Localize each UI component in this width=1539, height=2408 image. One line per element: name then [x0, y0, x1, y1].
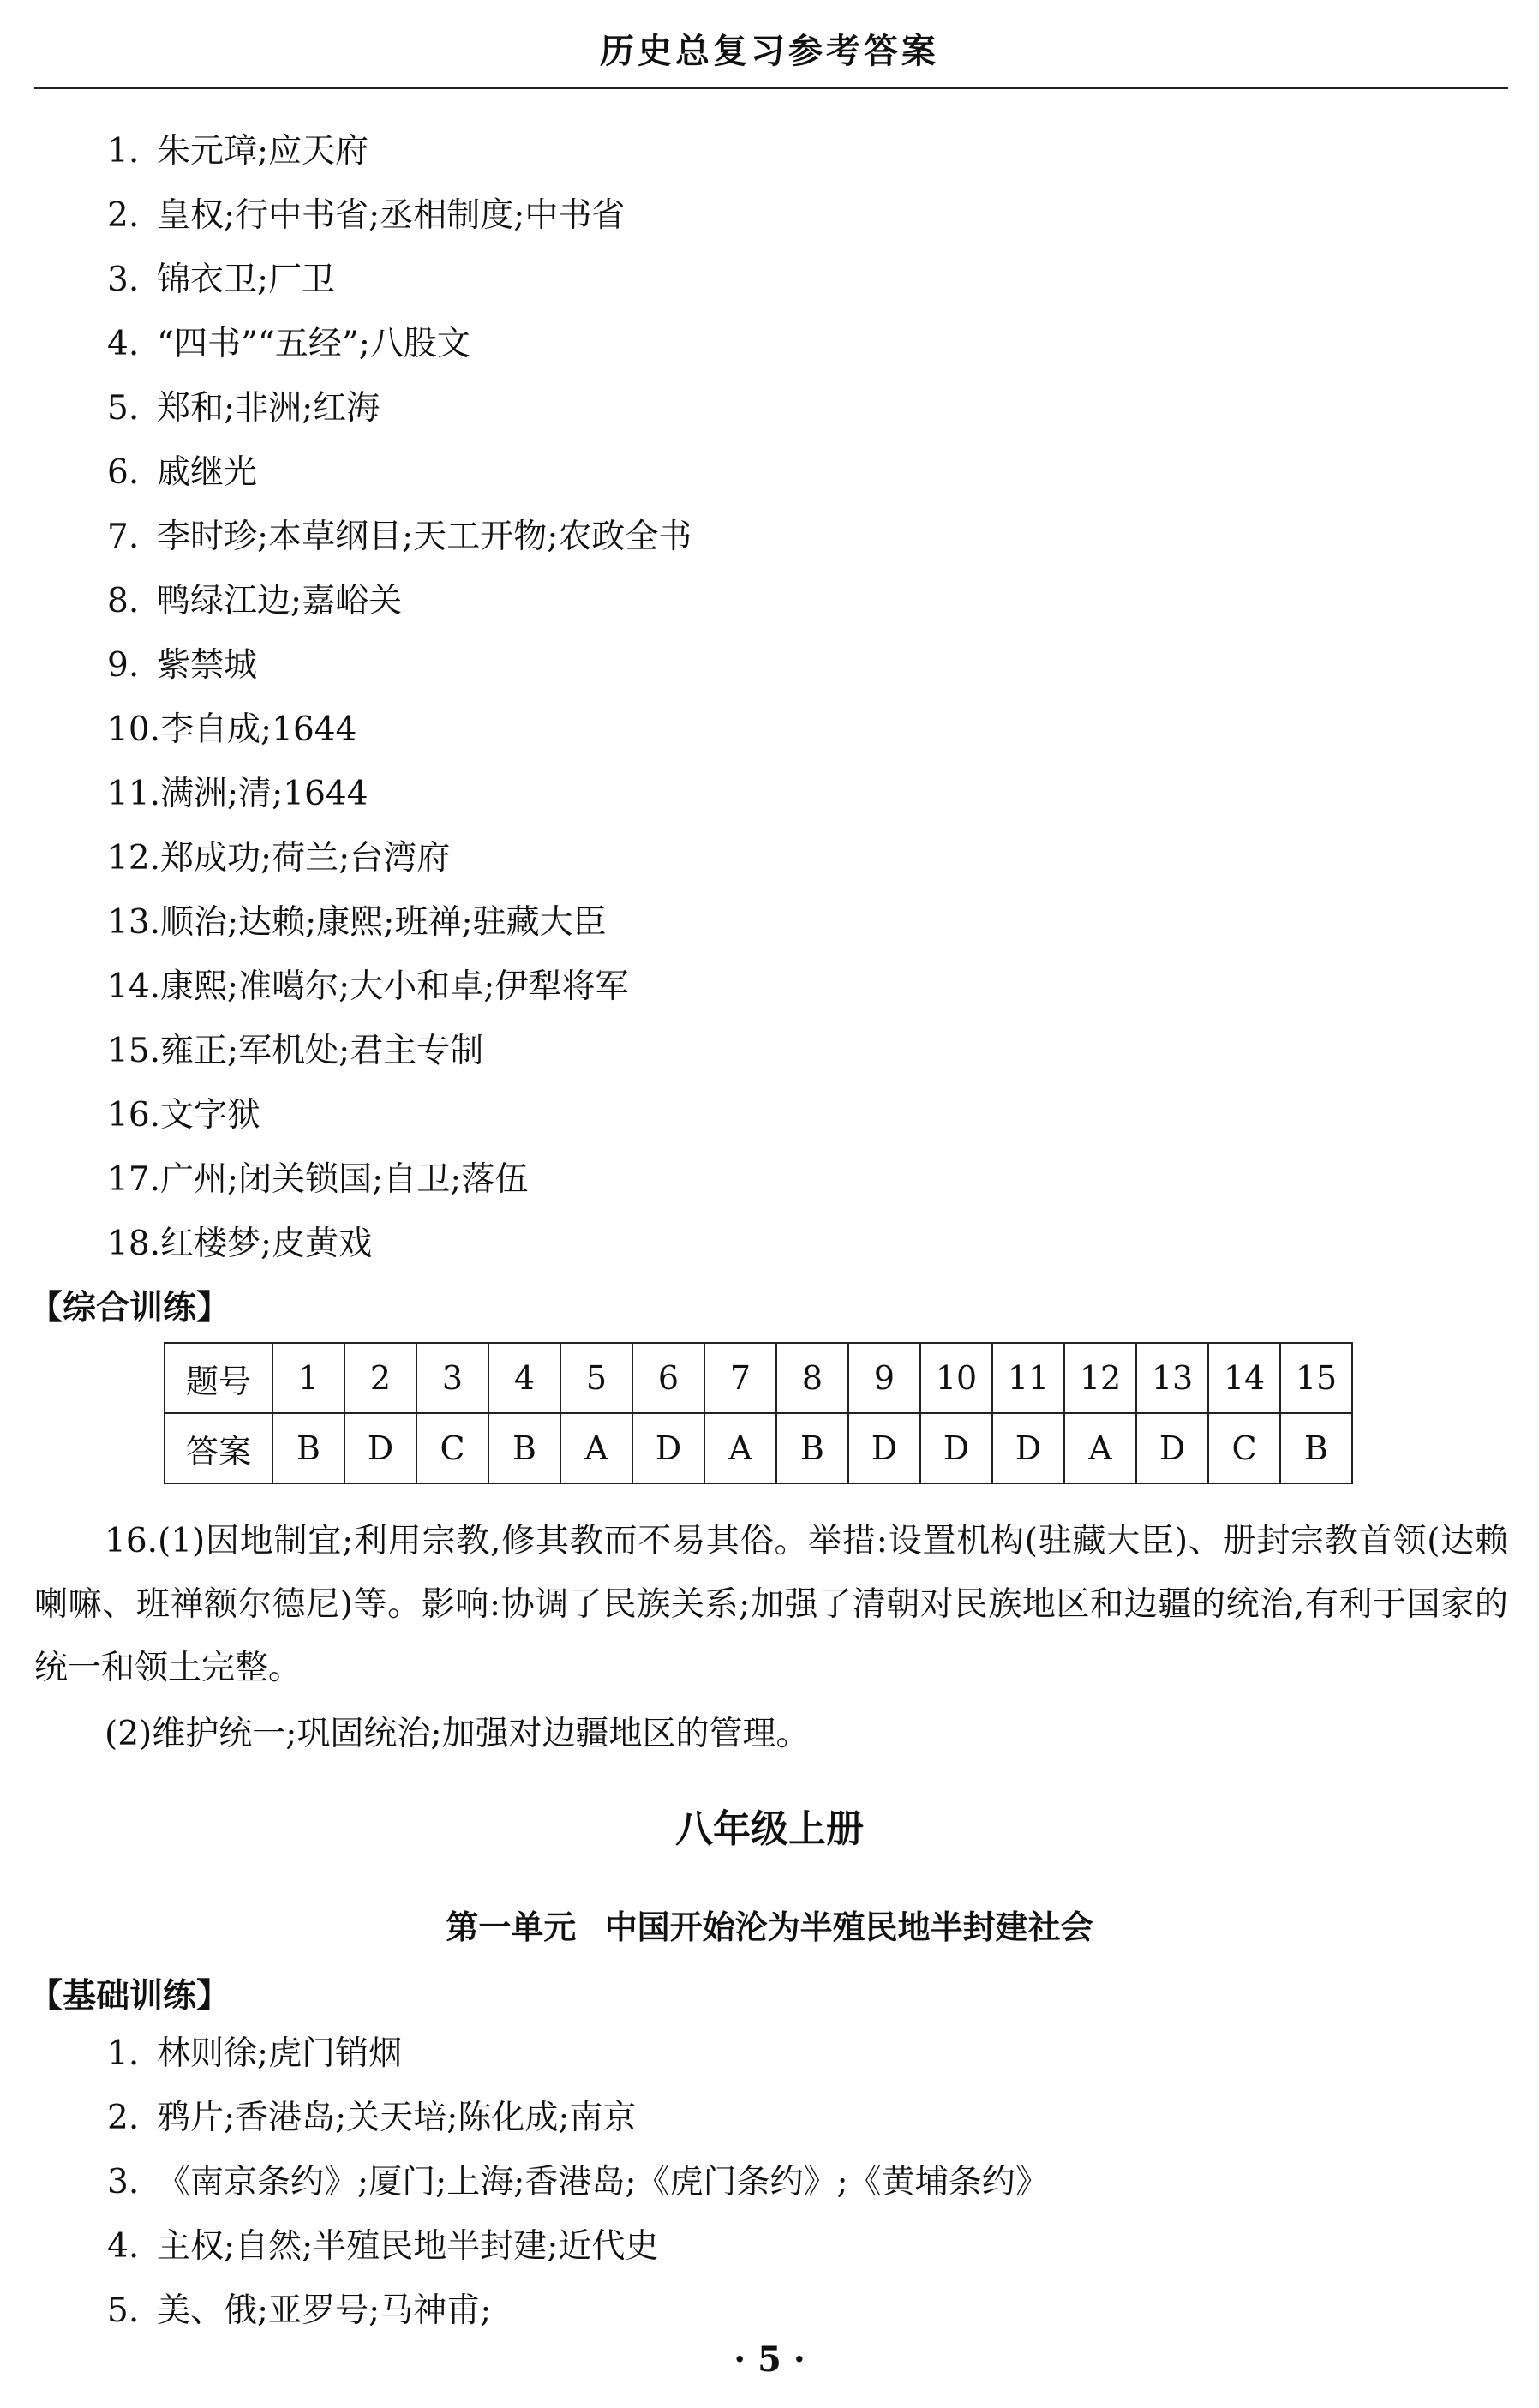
answer-text: 林则徐;虎门销烟: [157, 2034, 403, 2073]
answer-number: 13.: [107, 903, 161, 942]
answer-text: 李时珍;本草纲目;天工开物;农政全书: [157, 518, 692, 556]
answer-number: 3.: [107, 261, 140, 299]
answer-number: 18.: [107, 1225, 161, 1263]
table-cell: B: [1280, 1413, 1352, 1483]
table-row-numbers: [165, 1343, 1352, 1413]
table-cell-label: 答案: [165, 1413, 272, 1483]
table-cell: D: [848, 1413, 920, 1483]
table-cell: 12: [1064, 1343, 1136, 1413]
answer-text: 郑成功;荷兰;台湾府: [160, 839, 451, 878]
answer-text: “四书”“五经”;八股文: [157, 325, 470, 363]
answer-item: [107, 130, 368, 173]
answer-number: 17.: [107, 1160, 161, 1199]
answer-item: [107, 516, 692, 559]
table-cell: B: [776, 1413, 848, 1483]
table-cell: C: [1208, 1413, 1280, 1483]
answer-item: [107, 644, 257, 687]
answer-number: 3.: [107, 2163, 140, 2201]
table-cell: A: [1064, 1413, 1136, 1483]
table-cell: 9: [848, 1343, 920, 1413]
table-cell: A: [560, 1413, 632, 1483]
table-cell: 14: [1208, 1343, 1280, 1413]
table-cell: 15: [1280, 1343, 1352, 1413]
answer-text: 广州;闭关锁国;自卫;落伍: [160, 1160, 529, 1199]
table-cell: B: [272, 1413, 344, 1483]
answer-item: [107, 773, 368, 816]
section-heading-comprehensive: 【综合训练】: [29, 1289, 231, 1327]
table-row-answers: [165, 1413, 1352, 1483]
question-16-part-2: [34, 1703, 1508, 1766]
answer-item: [107, 902, 607, 944]
answer-text: 戚继光: [157, 453, 258, 492]
answer-number: 5.: [107, 2291, 140, 2330]
answer-table: [164, 1342, 1353, 1484]
answer-text: 满洲;清;1644: [160, 775, 368, 813]
answer-item: [107, 452, 257, 494]
answer-item: [107, 323, 470, 366]
answer-number: 9.: [107, 646, 140, 685]
answer-number: 7.: [107, 518, 140, 556]
answer-number: 14.: [107, 967, 161, 1006]
answer-text: 雍正;军机处;君主专制: [160, 1032, 484, 1070]
answer-number: 8.: [107, 582, 140, 620]
answer-item: [107, 1223, 372, 1266]
answer-number: 1.: [107, 132, 140, 171]
table-cell: 7: [704, 1343, 776, 1413]
answer-item: [107, 1159, 528, 1201]
answer-item: [107, 709, 356, 752]
table-cell-label: 题号: [165, 1343, 272, 1413]
section-heading-basic: 【基础训练】: [29, 1977, 231, 2016]
answer-number: 16.: [107, 1096, 161, 1135]
answer-text: 鸦片;香港岛;关天培;陈化成;南京: [157, 2099, 637, 2137]
answer-item: [107, 2161, 1049, 2204]
unit-title: 第一单元 中国开始沦为半殖民地半封建社会: [446, 1908, 1093, 1946]
answer-text: 康熙;准噶尔;大小和卓;伊犁将军: [160, 967, 629, 1006]
answer-item: [107, 1030, 483, 1073]
answer-number: 2.: [107, 2099, 140, 2137]
table-cell: 8: [776, 1343, 848, 1413]
answer-text: 主权;自然;半殖民地半封建;近代史: [157, 2227, 659, 2266]
table-cell: D: [1136, 1413, 1208, 1483]
answer-number: 6.: [107, 453, 140, 492]
table-cell: D: [344, 1413, 416, 1483]
answer-text: 紫禁城: [157, 646, 258, 685]
answer-item: [107, 966, 628, 1009]
answer-text: 李自成;1644: [160, 710, 357, 749]
page-number: · 5 ·: [734, 2339, 805, 2380]
table-cell: A: [704, 1413, 776, 1483]
header-divider: [34, 87, 1508, 89]
answer-text: 《南京条约》;厦门;上海;香港岛;《虎门条约》;《黄埔条约》: [157, 2163, 1049, 2201]
question-16-part-1: [34, 1510, 1508, 1700]
answer-item: [107, 2290, 491, 2333]
answer-text: 朱元璋;应天府: [157, 132, 369, 171]
paragraph-text: (2)维护统一;巩固统治;加强对边疆地区的管理。: [105, 1715, 810, 1753]
answer-number: 5.: [107, 389, 140, 428]
table-cell: B: [488, 1413, 560, 1483]
answer-number: 4.: [107, 325, 140, 363]
answer-item: [107, 1094, 260, 1137]
answer-number: 1.: [107, 2034, 140, 2073]
table-cell: D: [632, 1413, 704, 1483]
answer-text: 顺治;达赖;康熙;班禅;驻藏大臣: [160, 903, 607, 942]
table-cell: 2: [344, 1343, 416, 1413]
answer-text: 鸭绿江边;嘉峪关: [157, 582, 403, 620]
answer-item: [107, 259, 335, 302]
answer-item: [107, 2097, 637, 2140]
table-cell: 1: [272, 1343, 344, 1413]
answer-text: 皇权;行中书省;丞相制度;中书省: [157, 196, 626, 235]
table-cell: 3: [416, 1343, 488, 1413]
table-cell: 5: [560, 1343, 632, 1413]
table-cell: C: [416, 1413, 488, 1483]
table-cell: D: [992, 1413, 1064, 1483]
page-header-title: 历史总复习参考答案: [600, 32, 939, 71]
answer-text: 锦衣卫;厂卫: [157, 261, 336, 299]
answer-item: [107, 387, 380, 430]
table-cell: 11: [992, 1343, 1064, 1413]
answer-item: [107, 195, 625, 237]
table-cell: 10: [920, 1343, 992, 1413]
paragraph-text: 16.(1)因地制宜;利用宗教,修其教而不易其俗。举措:设置机构(驻藏大臣)、册封宗教首领(达赖喇嘛、班禅额尔德尼)等。影响:协调了民族关系;加强了清朝对民族地区和边疆的统治,有利于国家的统一和领土完整。: [34, 1522, 1508, 1687]
answer-number: 4.: [107, 2227, 140, 2266]
answer-number: 15.: [107, 1032, 161, 1070]
answer-text: 红楼梦;皮黄戏: [160, 1225, 373, 1263]
answer-text: 郑和;非洲;红海: [157, 389, 380, 428]
answer-number: 10.: [107, 710, 161, 749]
answer-number: 2.: [107, 196, 140, 235]
answer-item: [107, 580, 402, 623]
answer-text: 美、俄;亚罗号;马神甫;: [157, 2291, 492, 2330]
answer-item: [107, 2033, 402, 2076]
answer-text: 文字狱: [160, 1096, 261, 1135]
answer-number: 11.: [107, 775, 161, 813]
table-cell: 6: [632, 1343, 704, 1413]
answer-item: [107, 2225, 658, 2268]
grade-title: 八年级上册: [675, 1807, 864, 1851]
table-cell: 4: [488, 1343, 560, 1413]
table-cell: D: [920, 1413, 992, 1483]
table-cell: 13: [1136, 1343, 1208, 1413]
answer-item: [107, 837, 450, 880]
answer-number: 12.: [107, 839, 161, 878]
